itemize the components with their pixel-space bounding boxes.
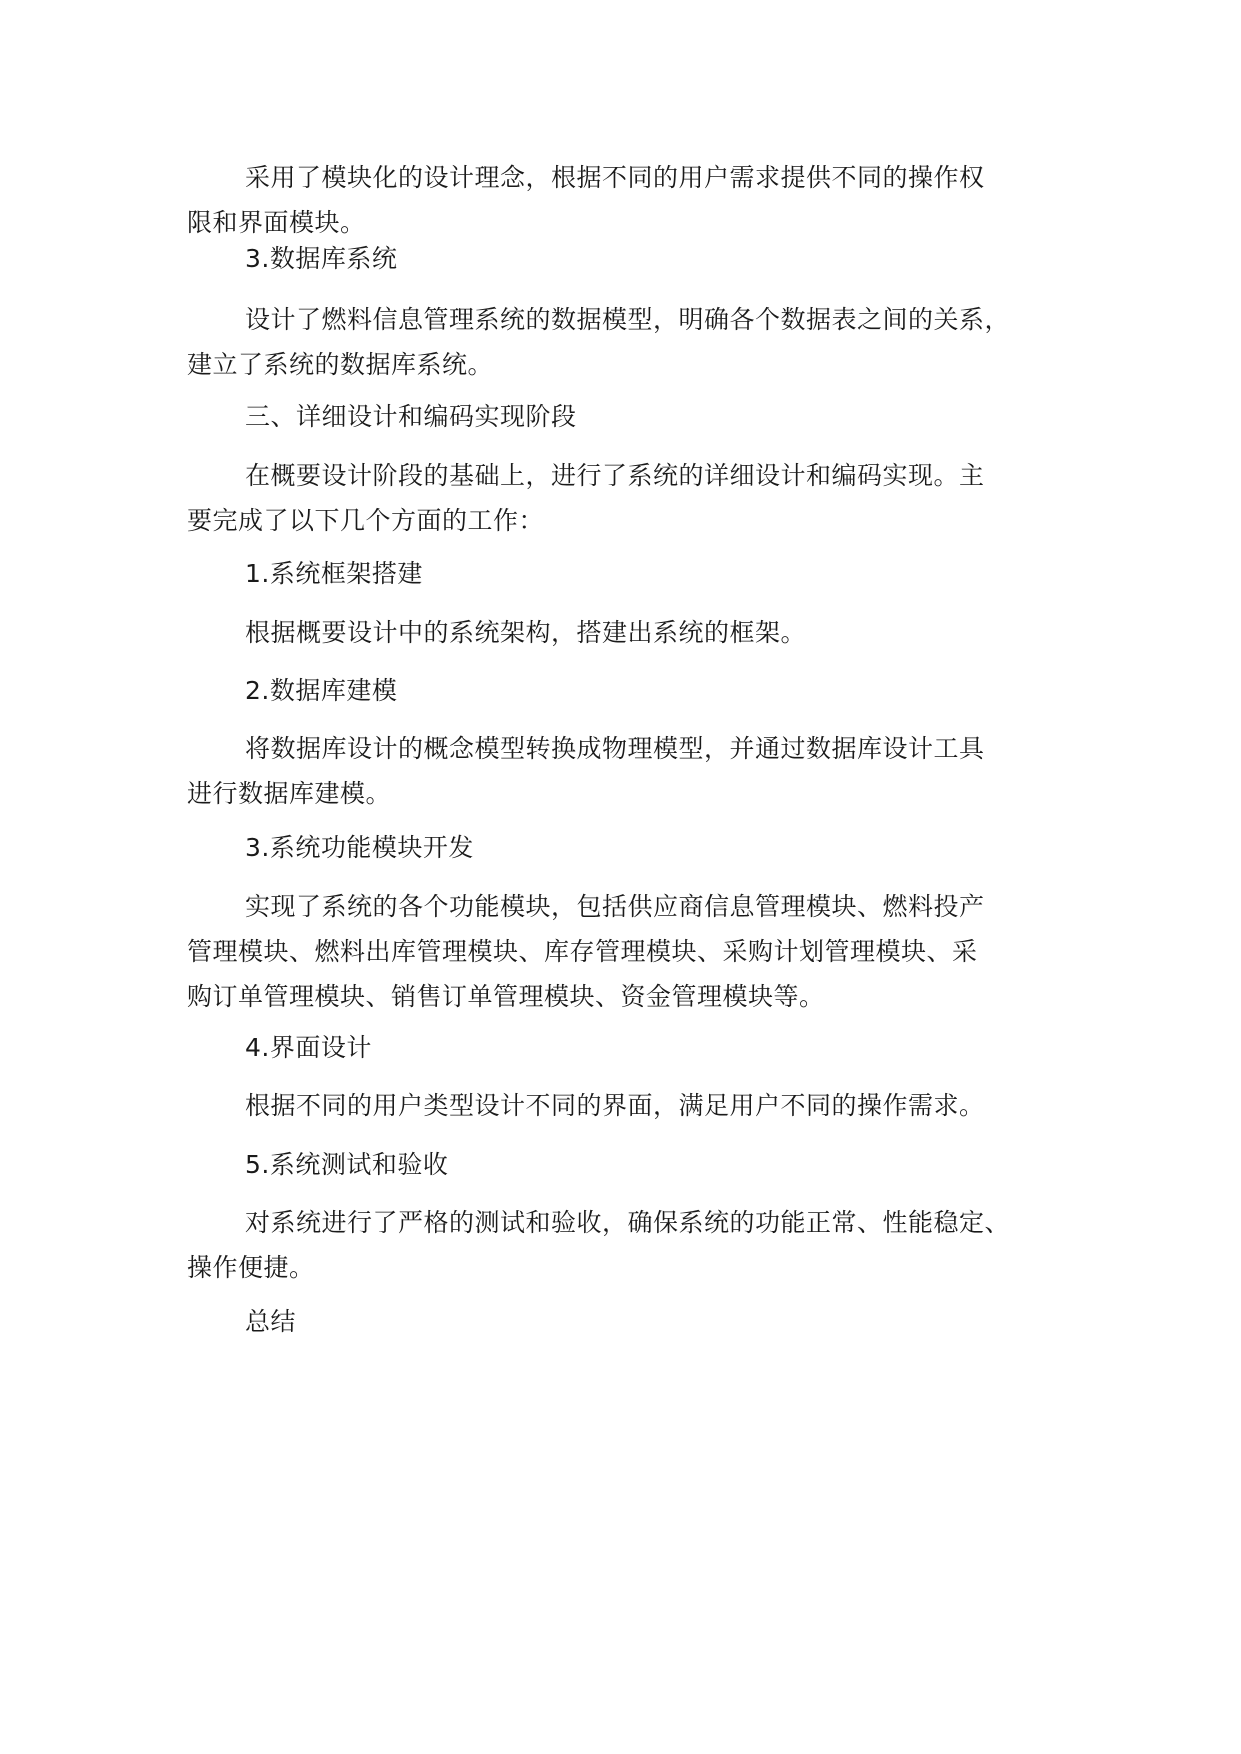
heading-testing: 5.系统测试和验收 xyxy=(245,1150,449,1179)
paragraph-modular-design: 采用了模块化的设计理念，根据不同的用户需求提供不同的操作权 限和界面模块。 xyxy=(187,163,985,237)
heading-function-modules: 3.系统功能模块开发 xyxy=(245,833,474,862)
heading-interface-design: 4.界面设计 xyxy=(245,1033,372,1062)
paragraph-testing: 对系统进行了严格的测试和验收，确保系统的功能正常、性能稳定、 操作便捷。 xyxy=(187,1208,1011,1282)
paragraph-framework: 根据概要设计中的系统架构，搭建出系统的框架。 xyxy=(245,618,807,647)
heading-framework: 1.系统框架搭建 xyxy=(245,559,423,588)
paragraph-interface-design: 根据不同的用户类型设计不同的界面，满足用户不同的操作需求。 xyxy=(245,1091,985,1120)
paragraph-database-modeling: 将数据库设计的概念模型转换成物理模型，并通过数据库设计工具 进行数据库建模。 xyxy=(187,734,985,808)
heading-summary: 总结 xyxy=(245,1307,297,1336)
paragraph-detailed-design-intro: 在概要设计阶段的基础上，进行了系统的详细设计和编码实现。主 要完成了以下几个方面的工作： xyxy=(187,461,985,535)
paragraph-function-modules: 实现了系统的各个功能模块，包括供应商信息管理模块、燃料投产 管理模块、燃料出库管理模块、库存管理模块、采购计划管理模块、采 购订单管理模块、销售订单管理模块、资金管理模块等。 xyxy=(187,892,985,1011)
heading-database-modeling: 2.数据库建模 xyxy=(245,676,398,705)
paragraph-data-model: 设计了燃料信息管理系统的数据模型，明确各个数据表之间的关系， 建立了系统的数据库系统。 xyxy=(187,305,1011,379)
heading-database-system: 3.数据库系统 xyxy=(245,244,398,273)
heading-detailed-design: 三、详细设计和编码实现阶段 xyxy=(245,402,577,431)
